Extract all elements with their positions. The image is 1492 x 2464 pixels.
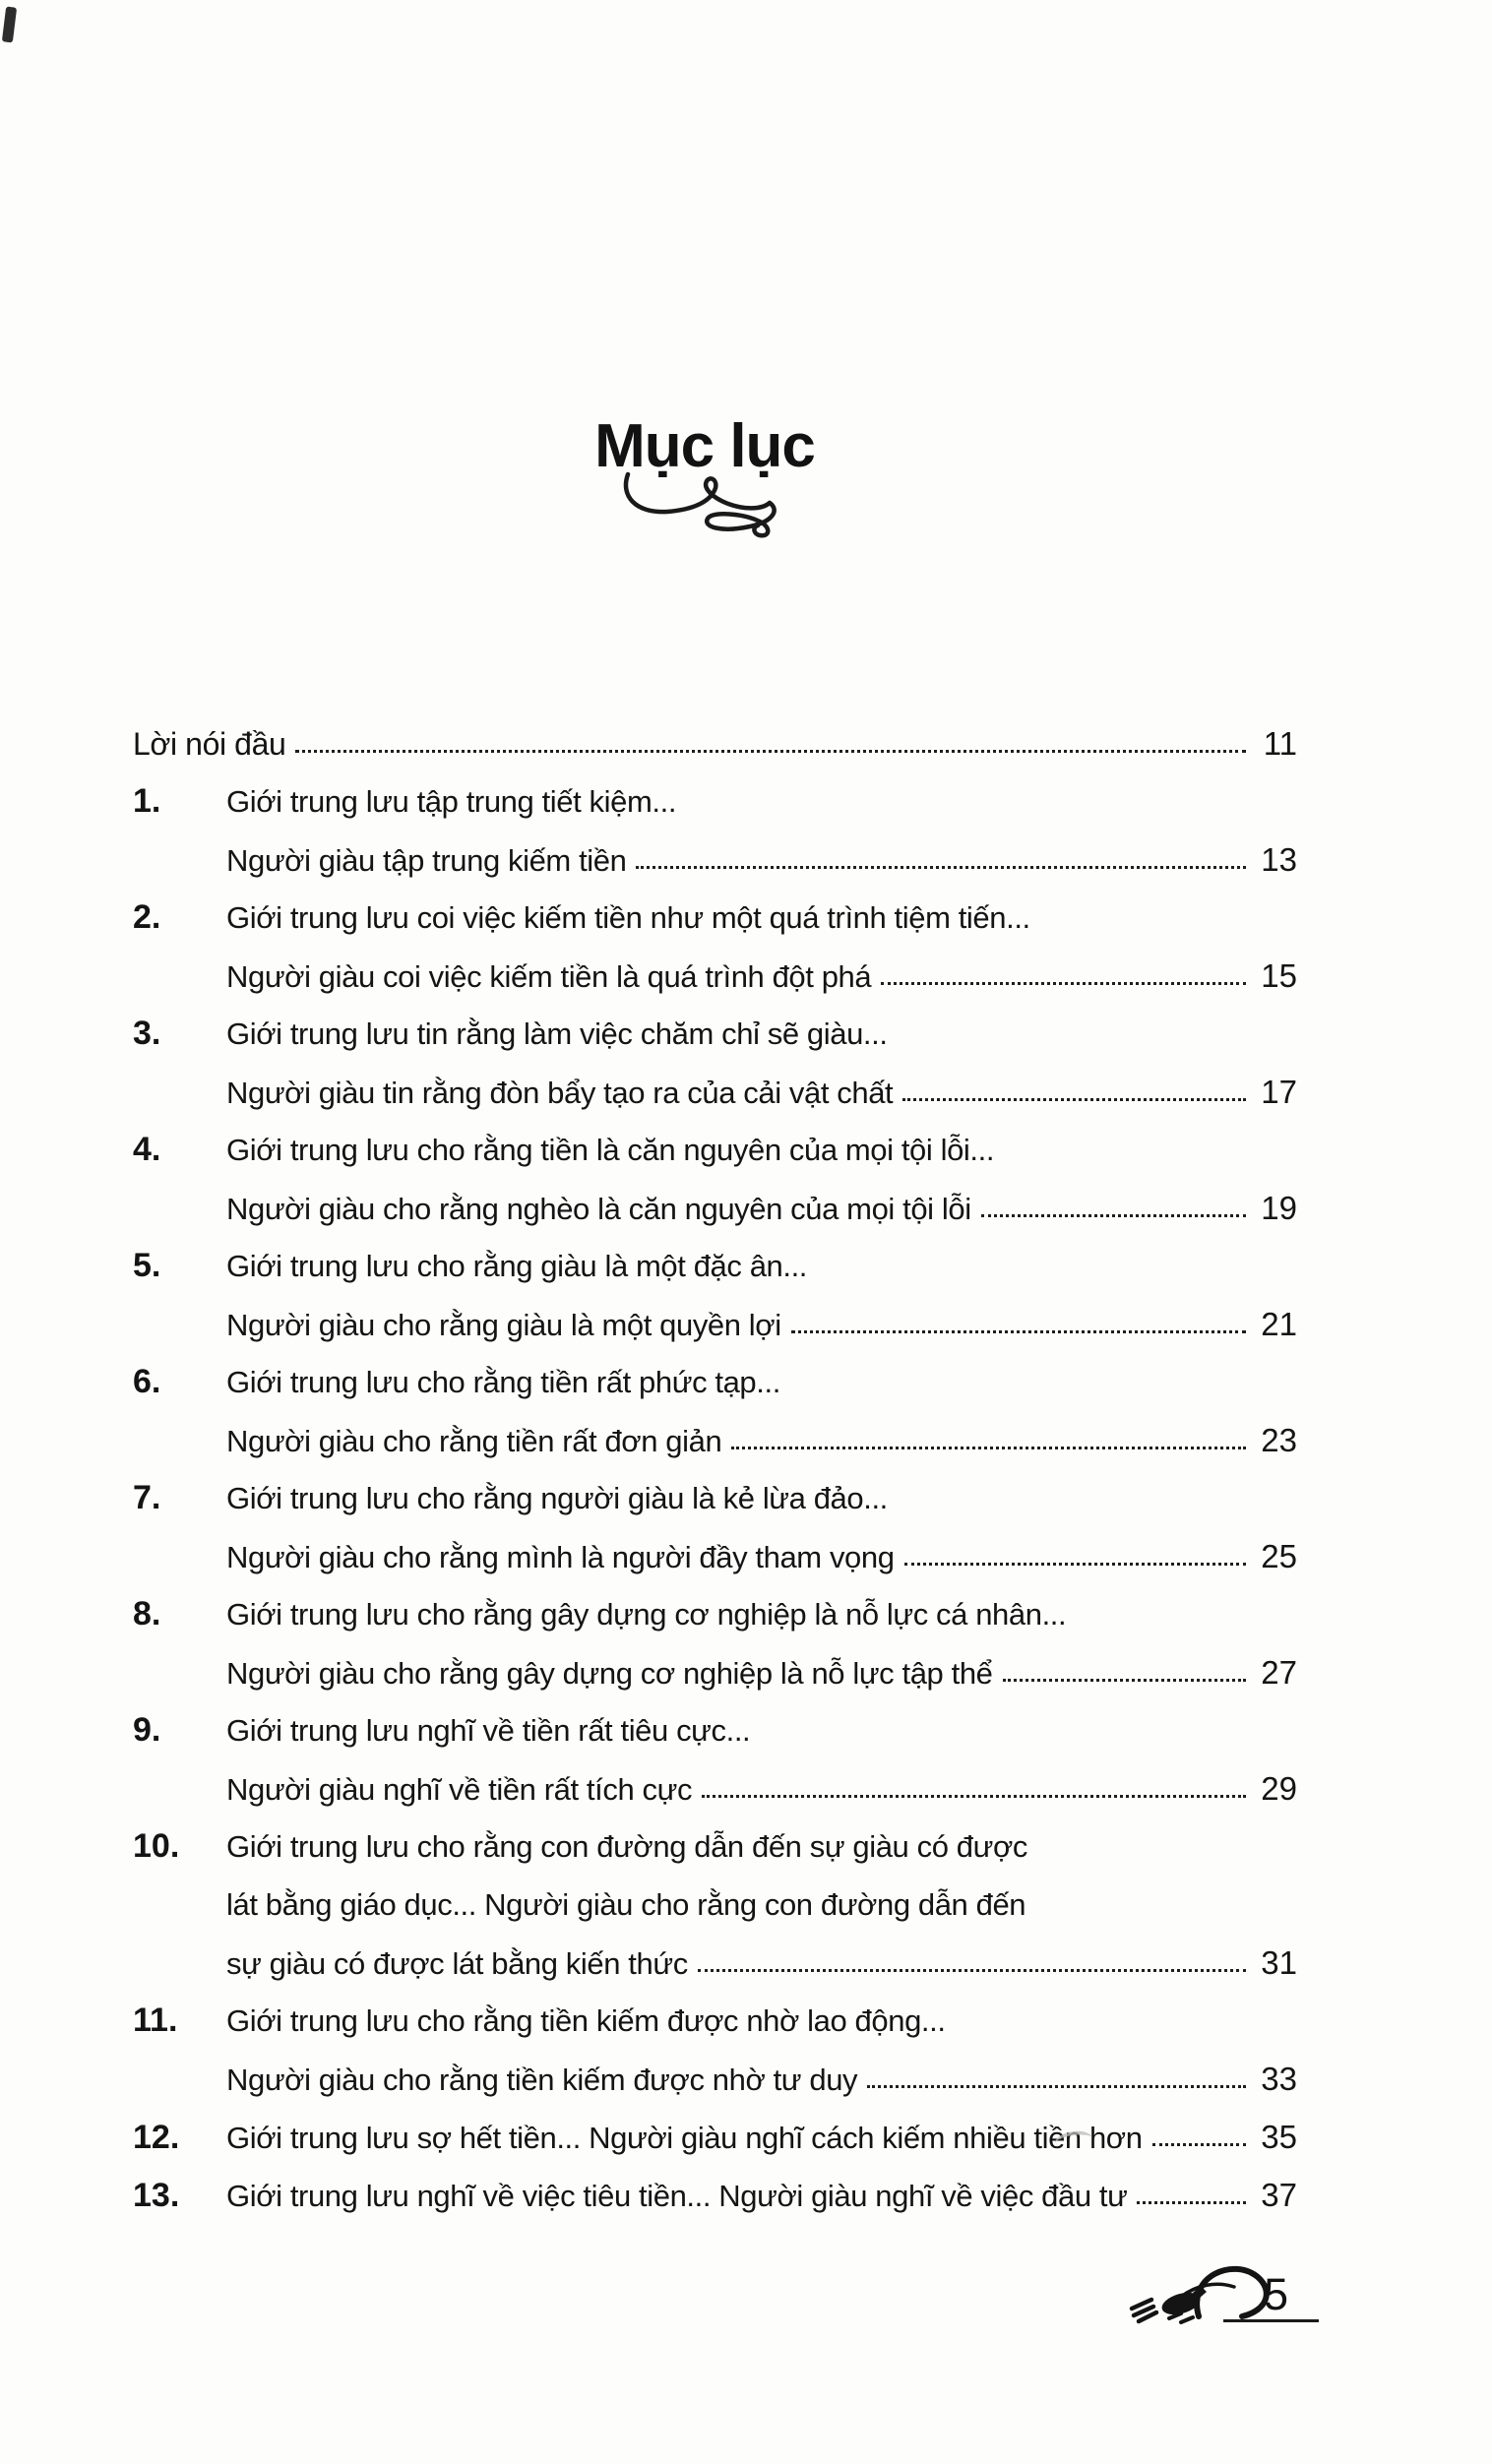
toc-entry-text: Giới trung lưu nghĩ về việc tiêu tiền... Người giàu nghĩ về việc đầu tư [226,2179,1128,2213]
toc-entry-text: Giới trung lưu cho rằng con đường dẫn đến sự giàu có được [226,1829,1027,1864]
toc-entry-text: Người giàu nghĩ về tiền rất tích cực [226,1772,693,1807]
table-of-contents [133,714,1297,2224]
folio-rule [1223,2319,1319,2322]
toc-entry-number: 12. [133,2119,180,2156]
toc-entry-text: Người giàu cho rằng gây dựng cơ nghiệp là nỗ lực tập thể [226,1656,993,1691]
toc-entry-text: Giới trung lưu nghĩ về tiền rất tiêu cực... [226,1713,751,1748]
toc-page-number: 15 [1261,957,1297,994]
toc-entry-text: Người giàu cho rằng tiền rất đơn giản [226,1424,722,1458]
toc-row [133,1876,1297,1934]
toc-entry-text: Người giàu tập trung kiếm tiền [226,843,627,878]
toc-entry-text: Người giàu cho rằng nghèo là căn nguyên của mọi tội lỗi [226,1192,971,1226]
dot-leader [1137,2201,1246,2204]
toc-row [133,1237,1297,1295]
toc-entry-text: Giới trung lưu sợ hết tiền... Người giàu nghĩ cách kiếm nhiều tiền hơn [226,2121,1143,2155]
toc-row [133,1411,1297,1469]
dot-leader [791,1330,1246,1333]
toc-entry-text: Giới trung lưu tin rằng làm việc chăm chỉ sẽ giàu... [226,1016,888,1051]
toc-row [133,1179,1297,1237]
dot-leader [902,1098,1246,1101]
toc-label: Lời nói đầu [133,726,286,762]
toc-page-number: 33 [1261,2061,1297,2097]
toc-entry-text: lát bằng giáo dục... Người giàu cho rằng con đường dẫn đến [226,1887,1026,1922]
toc-row [133,1295,1297,1353]
toc-page-number: 17 [1261,1074,1297,1110]
dot-leader [731,1447,1246,1449]
toc-page-number: 23 [1261,1422,1297,1458]
toc-page-number: 29 [1261,1770,1297,1807]
toc-row-preface [133,714,1297,772]
dot-leader [1152,2143,1246,2146]
toc-entry-text: sự giàu có được lát bằng kiến thức [226,1946,688,1981]
dot-leader [881,982,1246,985]
toc-page-number: 19 [1261,1190,1297,1226]
toc-page-number: 35 [1261,2119,1297,2155]
toc-entry-number: 3. [133,1015,161,1052]
toc-row [133,889,1297,947]
toc-entry-text: Giới trung lưu cho rằng tiền là căn nguyên của mọi tội lỗi... [226,1133,995,1167]
toc-page-number: 13 [1261,841,1297,878]
toc-entry-number: 8. [133,1595,161,1632]
toc-row [133,1353,1297,1411]
toc-row [133,772,1297,831]
toc-entry-text: Người giàu cho rằng mình là người đầy tham vọng [226,1540,895,1574]
toc-entry-text: Giới trung lưu cho rằng tiền rất phức tạp... [226,1365,780,1399]
toc-entry-text: Người giàu tin rằng đòn bẩy tạo ra của cải vật chất [226,1076,894,1110]
toc-row [133,1759,1297,1817]
dot-leader [295,750,1246,753]
toc-entry-number: 6. [133,1363,161,1400]
toc-row [133,1063,1297,1121]
toc-page-number: 27 [1261,1654,1297,1691]
toc-entry-number: 13. [133,2177,180,2214]
toc-row [133,1817,1297,1876]
toc-entry-number: 2. [133,898,161,936]
toc-entry-number: 11. [133,2002,178,2039]
toc-page-number: 37 [1261,2177,1297,2213]
dot-leader [1003,1679,1247,1682]
toc-row [133,1527,1297,1585]
toc-page-number: 25 [1261,1538,1297,1574]
dot-leader [636,866,1246,869]
toc-row [133,1585,1297,1643]
toc-entry-number: 9. [133,1711,161,1749]
toc-row [133,1934,1297,1992]
toc-entry-text: Người giàu cho rằng tiền kiếm được nhờ tư duy [226,2063,858,2097]
flourish-ornament-icon [620,470,789,547]
dot-leader [702,1795,1246,1798]
toc-row [133,1992,1297,2050]
toc-page-number: 21 [1261,1306,1297,1342]
scan-artifact-corner [2,6,17,42]
dot-leader [904,1563,1246,1566]
toc-entry-text: Giới trung lưu cho rằng tiền kiếm được nhờ lao động... [226,2003,946,2038]
toc-entry-number: 5. [133,1247,161,1284]
toc-entry-number: 7. [133,1479,161,1516]
toc-entry-text: Giới trung lưu cho rằng giàu là một đặc ân... [226,1249,808,1283]
folio-page-number: 5 [1264,2269,1288,2319]
toc-entry-number: 10. [133,1827,180,1865]
toc-row [133,1005,1297,1063]
toc-entry-text: Giới trung lưu cho rằng người giàu là kẻ lừa đảo... [226,1481,888,1515]
toc-row [133,2166,1297,2224]
toc-page-number: 11 [1263,725,1297,762]
toc-row [133,1701,1297,1759]
toc-page-number: 31 [1261,1944,1297,1981]
toc-row [133,1643,1297,1701]
toc-row [133,2108,1297,2166]
toc-entry-text: Giới trung lưu tập trung tiết kiệm... [226,784,677,819]
toc-entry-text: Người giàu coi việc kiếm tiền là quá trình đột phá [226,959,872,994]
toc-row [133,1121,1297,1179]
toc-row [133,2050,1297,2108]
toc-entry-number: 4. [133,1131,161,1168]
toc-row [133,947,1297,1005]
dot-leader [981,1214,1246,1217]
toc-entry-number: 1. [133,782,161,820]
toc-row [133,831,1297,889]
toc-entry-text: Người giàu cho rằng giàu là một quyền lợi [226,1308,781,1342]
toc-entry-text: Giới trung lưu cho rằng gây dựng cơ nghiệp là nỗ lực cá nhân... [226,1597,1067,1632]
dot-leader [867,2085,1246,2088]
page-title: Mục lục [594,411,815,480]
toc-entry-text: Giới trung lưu coi việc kiếm tiền như một quá trình tiệm tiến... [226,900,1030,935]
toc-row [133,1469,1297,1527]
dot-leader [698,1969,1246,1972]
